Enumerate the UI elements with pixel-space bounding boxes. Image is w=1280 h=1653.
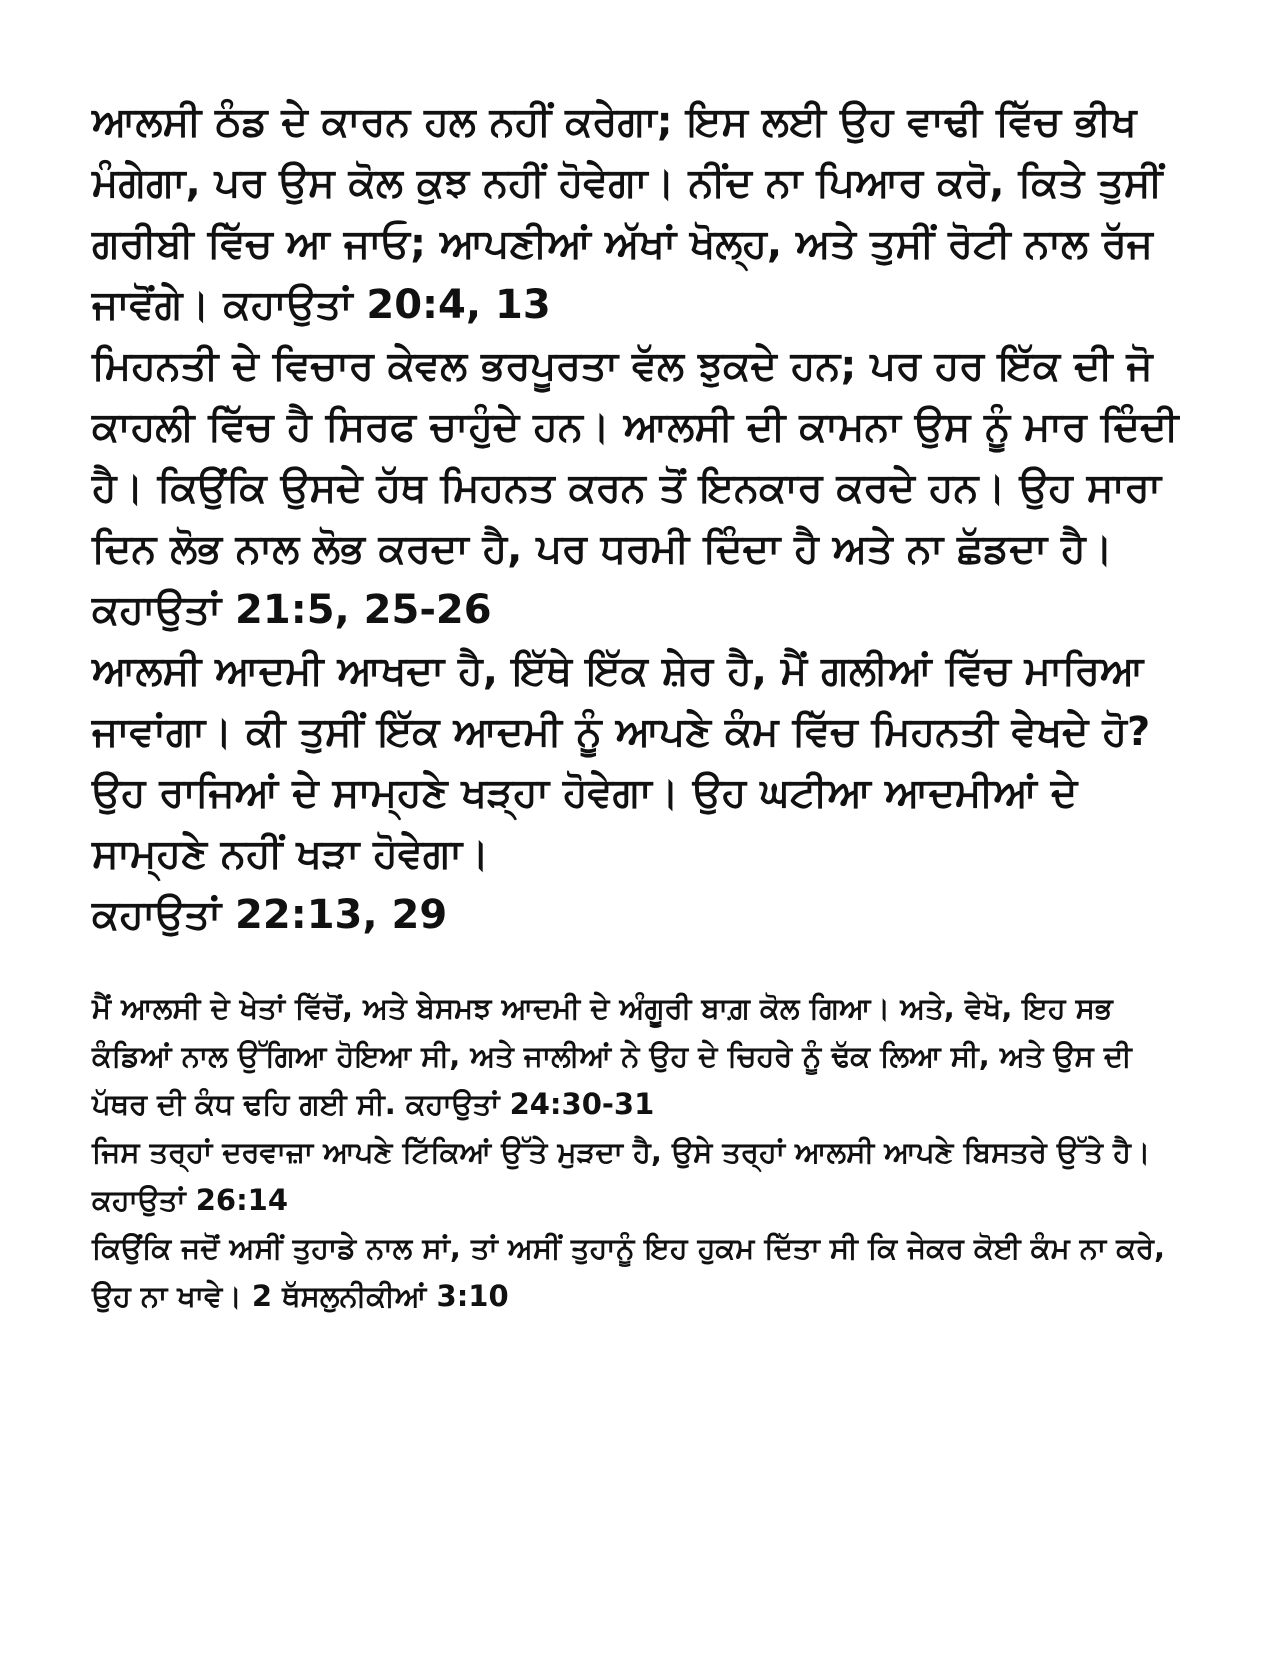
small-text-section [92, 984, 1192, 1320]
passage-proverbs-22: ਆਲਸੀ ਆਦਮੀ ਆਖਦਾ ਹੈ, ਇੱਥੇ ਇੱਕ ਸ਼ੇਰ ਹੈ, ਮੈਂ ਗਲੀਆਂ ਵਿੱਚ ਮਾਰਿਆ ਜਾਵਾਂਗਾ। ਕੀ ਤੁਸੀਂ ਇੱਕ ਆਦਮੀ ਨੂੰ ਆਪਣੇ ਕੰਮ ਵਿੱਚ ਮਿਹਨਤੀ ਵੇਖਦੇ ਹੋ? ਉਹ ਰਾਜਿਆਂ ਦੇ ਸਾਮ੍ਹਣੇ ਖੜ੍ਹਾ ਹੋਵੇਗਾ। ਉਹ ਘਟੀਆ ਆਦਮੀਆਂ ਦੇ ਸਾਮ੍ਹਣੇ ਨਹੀਂ ਖੜਾ ਹੋਵੇਗਾ। ਕਹਾਉਤਾਂ 22:13, 29 [92, 648, 1151, 938]
passage-proverbs-20: ਆਲਸੀ ਠੰਡ ਦੇ ਕਾਰਨ ਹਲ ਨਹੀਂ ਕਰੇਗਾ; ਇਸ ਲਈ ਉਹ ਵਾਢੀ ਵਿੱਚ ਭੀਖ ਮੰਗੇਗਾ, ਪਰ ਉਸ ਕੋਲ ਕੁਝ ਨਹੀਂ ਹੋਵੇਗਾ। ਨੀਂਦ ਨਾ ਪਿਆਰ ਕਰੋ, ਕਿਤੇ ਤੁਸੀਂ ਗਰੀਬੀ ਵਿੱਚ ਆ ਜਾਓ; ਆਪਣੀਆਂ ਅੱਖਾਂ ਖੋਲ੍ਹ, ਅਤੇ ਤੁਸੀਂ ਰੋਟੀ ਨਾਲ ਰੱਜ ਜਾਵੋਂਗੇ। ਕਹਾਉਤਾਂ 20:4, 13 [92, 99, 1163, 328]
passage-thessalonians-3: ਕਿਉਂਕਿ ਜਦੋਂ ਅਸੀਂ ਤੁਹਾਡੇ ਨਾਲ ਸਾਂ, ਤਾਂ ਅਸੀਂ ਤੁਹਾਨੂੰ ਇਹ ਹੁਕਮ ਦਿੱਤਾ ਸੀ ਕਿ ਜੇਕਰ ਕੋਈ ਕੰਮ ਨਾ ਕਰੇ, ਉਹ ਨਾ ਖਾਵੇ। 2 ਥੱਸਲੁਨੀਕੀਆਂ 3:10 [92, 1231, 1166, 1313]
passage-proverbs-26: ਜਿਸ ਤਰ੍ਹਾਂ ਦਰਵਾਜ਼ਾ ਆਪਣੇ ਟਿੱਕਿਆਂ ਉੱਤੇ ਮੁੜਦਾ ਹੈ, ਉਸੇ ਤਰ੍ਹਾਂ ਆਲਸੀ ਆਪਣੇ ਬਿਸਤਰੇ ਉੱਤੇ ਹੈ। ਕਹਾਉਤਾਂ 26:14 [92, 1135, 1151, 1217]
document-page [92, 92, 1192, 1320]
passage-proverbs-24: ਮੈਂ ਆਲਸੀ ਦੇ ਖੇਤਾਂ ਵਿੱਚੋਂ, ਅਤੇ ਬੇਸਮਝ ਆਦਮੀ ਦੇ ਅੰਗੂਰੀ ਬਾਗ਼ ਕੋਲ ਗਿਆ। ਅਤੇ, ਵੇਖੋ, ਇਹ ਸਭ ਕੰਡਿਆਂ ਨਾਲ ਉੱਗਿਆ ਹੋਇਆ ਸੀ, ਅਤੇ ਜਾਲੀਆਂ ਨੇ ਉਹ ਦੇ ਚਿਹਰੇ ਨੂੰ ਢੱਕ ਲਿਆ ਸੀ, ਅਤੇ ਉਸ ਦੀ ਪੱਥਰ ਦੀ ਕੰਧ ਢਹਿ ਗਈ ਸੀ. ਕਹਾਉਤਾਂ 24:30-31 [92, 991, 1132, 1121]
passage-proverbs-21: ਮਿਹਨਤੀ ਦੇ ਵਿਚਾਰ ਕੇਵਲ ਭਰਪੂਰਤਾ ਵੱਲ ਝੁਕਦੇ ਹਨ; ਪਰ ਹਰ ਇੱਕ ਦੀ ਜੋ ਕਾਹਲੀ ਵਿੱਚ ਹੈ ਸਿਰਫ ਚਾਹੁੰਦੇ ਹਨ। ਆਲਸੀ ਦੀ ਕਾਮਨਾ ਉਸ ਨੂੰ ਮਾਰ ਦਿੰਦੀ ਹੈ। ਕਿਉਂਕਿ ਉਸਦੇ ਹੱਥ ਮਿਹਨਤ ਕਰਨ ਤੋਂ ਇਨਕਾਰ ਕਰਦੇ ਹਨ। ਉਹ ਸਾਰਾ ਦਿਨ ਲੋਭ ਨਾਲ ਲੋਭ ਕਰਦਾ ਹੈ, ਪਰ ਧਰਮੀ ਦਿੰਦਾ ਹੈ ਅਤੇ ਨਾ ਛੱਡਦਾ ਹੈ। ਕਹਾਉਤਾਂ 21:5, 25-26 [92, 343, 1179, 633]
large-text-section [92, 92, 1192, 946]
